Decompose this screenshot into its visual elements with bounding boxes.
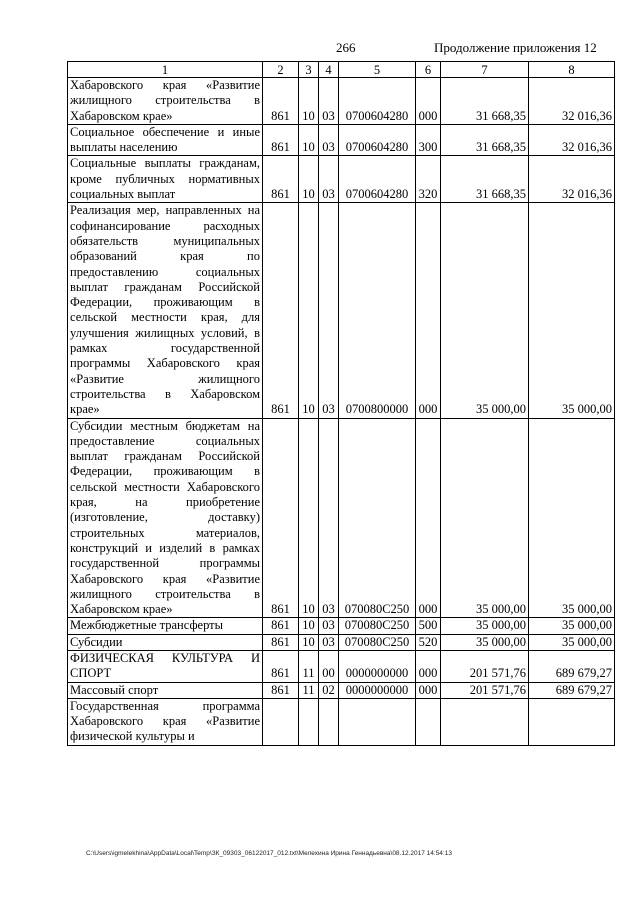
row-value-cell: 10 [299, 634, 319, 650]
row-value-cell: 10 [299, 203, 319, 418]
row-value-cell: 31 668,35 [441, 124, 529, 156]
row-value-cell: 03 [319, 156, 339, 203]
row-value-cell [529, 698, 615, 745]
row-name-cell: ФИЗИЧЕСКАЯ КУЛЬТУРА И СПОРТ [68, 650, 263, 682]
row-value-cell: 31 668,35 [441, 156, 529, 203]
row-value-cell: 000 [416, 418, 441, 618]
row-value-cell: 861 [263, 682, 299, 698]
column-header-row [68, 62, 615, 78]
row-name-cell: Социальные выплаты гражданам, кроме публичных нормативных социальных выплат [68, 156, 263, 203]
row-value-cell: 35 000,00 [529, 634, 615, 650]
row-name-cell: Реализация мер, направленных на софинансирование расходных обязательств муниципальных образований края по предоставлению социальных выплат гражданам Российской Федерации, проживающим в сельской местности края, для улучшения жилищных условий, в рамках государственной программы Хабаровского края «Развитие жилищного строительства в Хабаровском крае» [68, 203, 263, 418]
row-value-cell [319, 698, 339, 745]
row-value-cell: 35 000,00 [441, 634, 529, 650]
row-value-cell: 03 [319, 418, 339, 618]
table-row [68, 618, 615, 634]
row-value-cell: 0700604280 [339, 156, 416, 203]
row-value-cell: 0000000000 [339, 682, 416, 698]
row-value-cell: 0700800000 [339, 203, 416, 418]
row-value-cell: 861 [263, 650, 299, 682]
column-header: 5 [339, 62, 416, 78]
table-row [68, 124, 615, 156]
row-value-cell: 861 [263, 124, 299, 156]
row-value-cell: 31 668,35 [441, 78, 529, 125]
table-row [68, 203, 615, 418]
row-value-cell: 03 [319, 124, 339, 156]
row-value-cell: 35 000,00 [529, 203, 615, 418]
row-value-cell: 0700604280 [339, 124, 416, 156]
row-value-cell: 35 000,00 [529, 418, 615, 618]
row-value-cell: 32 016,36 [529, 156, 615, 203]
column-header: 3 [299, 62, 319, 78]
row-value-cell: 201 571,76 [441, 650, 529, 682]
table-row [68, 634, 615, 650]
row-value-cell: 000 [416, 203, 441, 418]
row-value-cell: 320 [416, 156, 441, 203]
row-name-cell: Социальное обеспечение и иные выплаты населению [68, 124, 263, 156]
continuation-label: Продолжение приложения 12 [434, 40, 597, 55]
column-header: 6 [416, 62, 441, 78]
row-value-cell: 10 [299, 618, 319, 634]
row-value-cell: 02 [319, 682, 339, 698]
row-value-cell: 35 000,00 [441, 418, 529, 618]
row-value-cell: 689 679,27 [529, 650, 615, 682]
row-value-cell: 03 [319, 618, 339, 634]
row-value-cell: 070080С250 [339, 418, 416, 618]
file-path-footer: C:\Users\igmelekhina\AppData\Local\Temp\ЗК_09303_06122017_012.txt\Мелехина Ирина Геннадьевна\08.12.2017 14:54:13 [86, 850, 452, 857]
row-value-cell [441, 698, 529, 745]
row-value-cell: 520 [416, 634, 441, 650]
row-value-cell: 861 [263, 203, 299, 418]
row-value-cell: 35 000,00 [441, 618, 529, 634]
row-value-cell: 10 [299, 124, 319, 156]
row-value-cell: 861 [263, 156, 299, 203]
appendix-table [67, 61, 615, 746]
row-value-cell: 11 [299, 650, 319, 682]
row-name-cell: Государственная программа Хабаровского края «Развитие физической культуры и [68, 698, 263, 745]
row-value-cell: 070080С250 [339, 634, 416, 650]
row-value-cell: 000 [416, 682, 441, 698]
row-name-cell: Массовый спорт [68, 682, 263, 698]
column-header: 7 [441, 62, 529, 78]
row-value-cell [263, 698, 299, 745]
row-value-cell: 000 [416, 650, 441, 682]
row-value-cell: 32 016,36 [529, 124, 615, 156]
row-name-cell: Межбюджетные трансферты [68, 618, 263, 634]
column-header: 8 [529, 62, 615, 78]
page-number: 266 [336, 40, 356, 55]
column-header: 4 [319, 62, 339, 78]
row-value-cell: 0000000000 [339, 650, 416, 682]
row-value-cell: 03 [319, 203, 339, 418]
table-row [68, 650, 615, 682]
row-value-cell: 03 [319, 634, 339, 650]
row-value-cell: 689 679,27 [529, 682, 615, 698]
row-value-cell: 500 [416, 618, 441, 634]
row-value-cell: 10 [299, 78, 319, 125]
row-value-cell: 0700604280 [339, 78, 416, 125]
row-value-cell: 10 [299, 156, 319, 203]
table-row [68, 698, 615, 745]
row-value-cell: 00 [319, 650, 339, 682]
row-value-cell: 300 [416, 124, 441, 156]
table-row [68, 78, 615, 125]
row-value-cell: 32 016,36 [529, 78, 615, 125]
row-value-cell: 35 000,00 [529, 618, 615, 634]
row-value-cell: 861 [263, 418, 299, 618]
row-value-cell: 070080С250 [339, 618, 416, 634]
column-header: 1 [68, 62, 263, 78]
row-value-cell: 11 [299, 682, 319, 698]
row-value-cell: 861 [263, 78, 299, 125]
table-row [68, 418, 615, 618]
row-value-cell: 201 571,76 [441, 682, 529, 698]
row-value-cell [416, 698, 441, 745]
row-value-cell: 10 [299, 418, 319, 618]
table-row [68, 682, 615, 698]
row-name-cell: Субсидии местным бюджетам на предоставление социальных выплат гражданам Российской Федерации, проживающим в сельской местности Хабаровского края, на приобретение (изготовление, доставку) строительных материалов, конструкций и изделий в рамках государственной программы Хабаровского края «Развитие жилищного строительства в Хабаровском крае» [68, 418, 263, 618]
row-value-cell: 35 000,00 [441, 203, 529, 418]
row-value-cell: 861 [263, 634, 299, 650]
table-row [68, 156, 615, 203]
row-value-cell: 000 [416, 78, 441, 125]
row-name-cell: Хабаровского края «Развитие жилищного строительства в Хабаровском крае» [68, 78, 263, 125]
column-header: 2 [263, 62, 299, 78]
row-value-cell: 861 [263, 618, 299, 634]
row-value-cell: 03 [319, 78, 339, 125]
row-value-cell [299, 698, 319, 745]
row-name-cell: Субсидии [68, 634, 263, 650]
row-value-cell [339, 698, 416, 745]
